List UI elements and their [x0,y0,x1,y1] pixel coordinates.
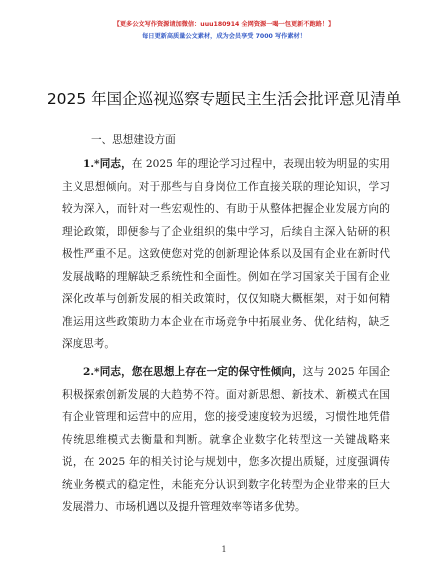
critique-item-1-lead: 1.*同志， [83,158,132,170]
critique-item-1-body: 在 2025 年的理论学习过程中，表现出较为明显的实用主义思想倾向。对于那些与自身岗位工作直接关联的理论知识，学习较为深入，而针对一些宏观性的、有助于从整体把握企业发展方向的理论政策，即便参与了企业组织的集中学习，后续自主深入钻研的积极性严重不足。这致使您对党的创新理论体系以及国有企业在新时代发展战略的理解缺乏系统性和全面性。例如在学习国家关于国有企业深化改革与创新发展的相关政策时，仅仅知晓大概框架，对于如何精准运用这些政策助力本企业在市场竞争中拓展业务、优化结构，缺乏深度思考。 [62,158,390,350]
critique-item-2 [62,361,390,519]
promo-banner-line-2: 每日更新高质量公文素材，成为会员享受 7000 写作素材！ [142,33,306,40]
page-number: 1 [221,545,227,554]
critique-item-2-lead: 2.*同志，您在思想上存在一定的保守性倾向， [83,366,303,378]
document-title: 2025 年国企巡视巡察专题民主生活会批评意见清单 [46,90,402,108]
section-heading: 一、思想建设方面 [91,134,176,146]
critique-item-2-body: 这与 2025 年国企积极探索创新发展的大趋势不符。面对新思想、新技术、新模式在国有企业管理和运营中的应用，您的接受速度较为迟缓，习惯性地凭借传统思维模式去衡量和判断。就拿企业数字化转型这一关键战略来说，在 2025 年的相关讨论与规划中，您多次提出质疑，过度强调传统业务模式的稳定性，未能充分认识到数字化转型为企业带来的巨大发展潜力、市场机遇以及提升管理效率等诸多优势。 [62,366,390,513]
promo-banner-line-1: 【更多公文写作资源请加微信：uuu180914 全网资源一喝一包更新不跑路！】 [113,21,335,28]
critique-item-1 [62,153,390,356]
